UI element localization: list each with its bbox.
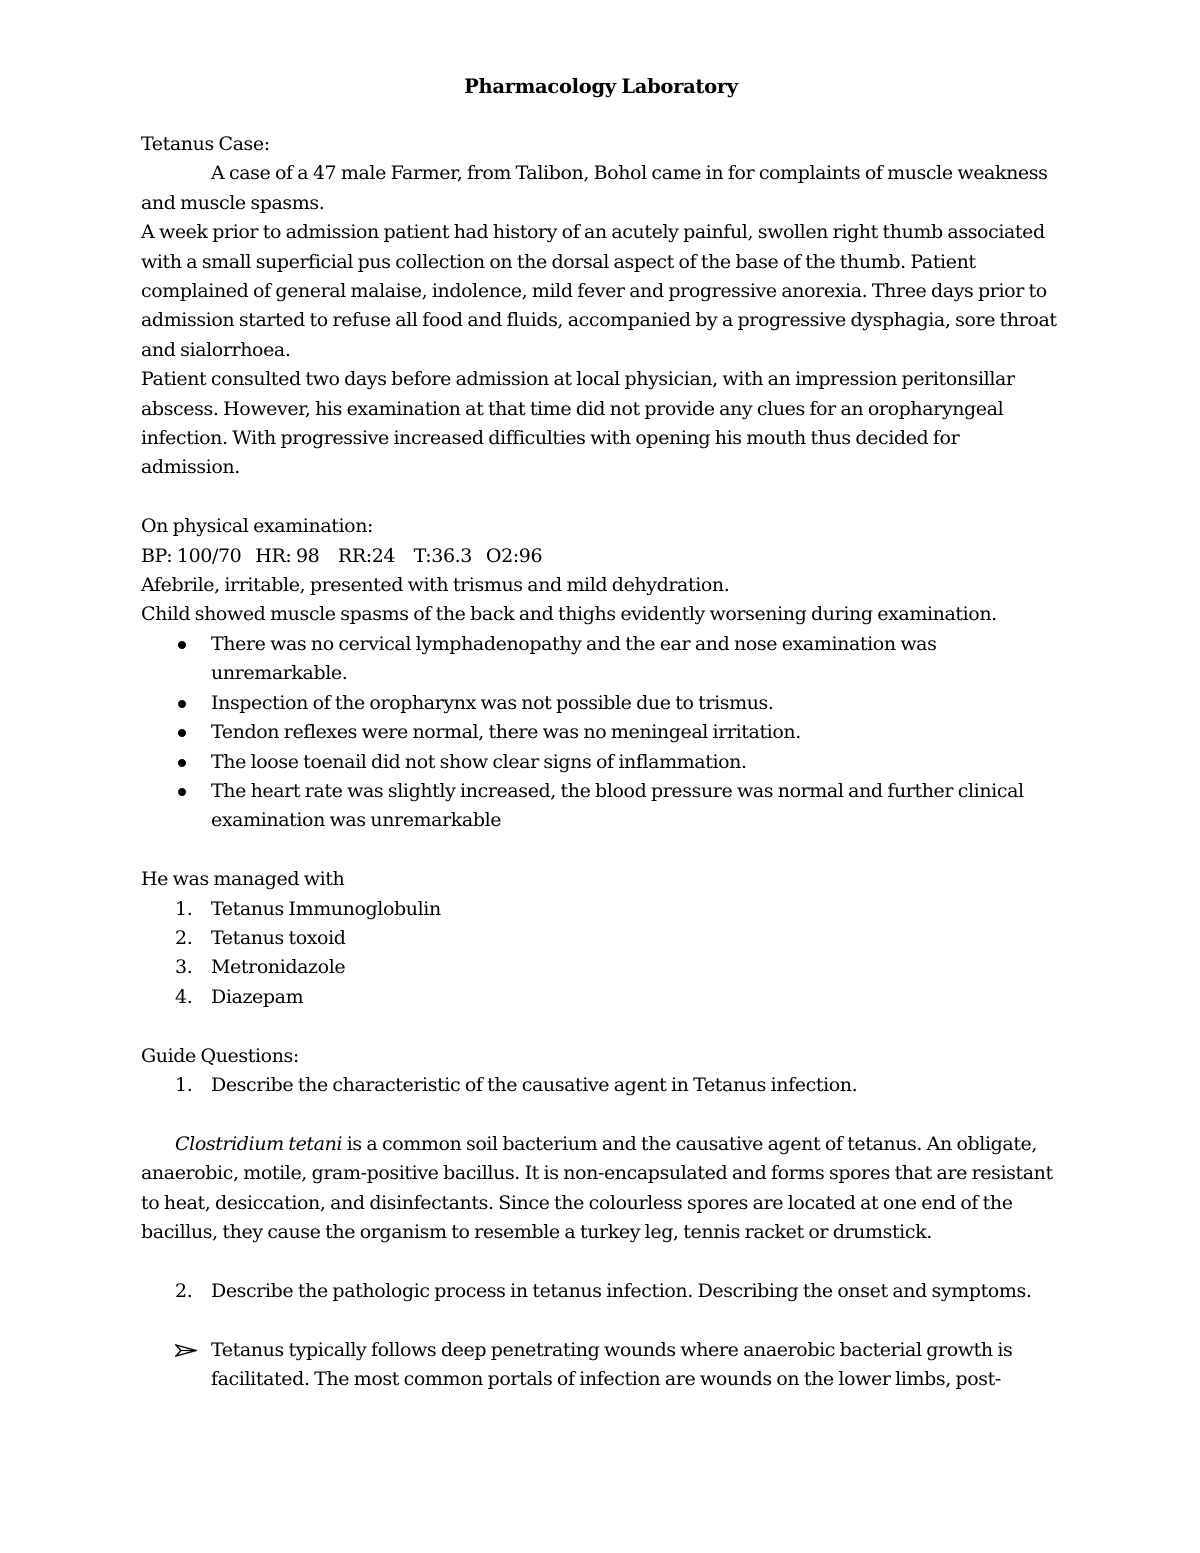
pe-bullet-text: The heart rate was slightly increased, the blood pressure was normal and further clinical examination was unremarkable bbox=[211, 779, 1024, 832]
pe-bullet-item bbox=[141, 777, 1061, 836]
pe-bullet-item bbox=[141, 718, 1061, 747]
answer-text: is a common soil bacterium and the causative agent of tetanus. An obligate, anaerobic, motile, gram-positive bacillus. It is non-encapsulated and forms spores that are resistant to heat, desiccation, and disinfectants. Since the colourless spores are located at one end of the bacillus, they cause the organism to resemble a turkey leg, tennis racket or drumstick. bbox=[141, 1132, 1053, 1243]
document-body bbox=[141, 72, 1061, 1394]
page-title: Pharmacology Laboratory bbox=[464, 75, 738, 98]
list-number: 3. bbox=[175, 956, 193, 979]
management-item bbox=[141, 953, 1061, 982]
pe-bullet-text: The loose toenail did not show clear signs of inflammation. bbox=[211, 750, 747, 773]
pe-bullet-list bbox=[141, 630, 1061, 836]
list-number: 1. bbox=[175, 897, 193, 920]
pe-bullet-text: Inspection of the oropharynx was not possible due to trismus. bbox=[211, 691, 774, 714]
list-number: 2. bbox=[175, 926, 193, 949]
answer-bullet-text: Tetanus typically follows deep penetrating wounds where anaerobic bacterial growth is facilitated. The most common portals of infection are wounds on the lower limbs, post- bbox=[211, 1338, 1013, 1390]
bullet-dot-icon bbox=[178, 759, 186, 767]
question-item bbox=[141, 1277, 1061, 1306]
question-list bbox=[141, 1071, 1061, 1100]
management-item bbox=[141, 895, 1061, 924]
list-number: 2. bbox=[175, 1279, 193, 1302]
question-list bbox=[141, 1277, 1061, 1306]
arrowhead-bullet-icon bbox=[175, 1336, 199, 1365]
bullet-dot-icon bbox=[178, 700, 186, 708]
case-paragraph-history: A week prior to admission patient had history of an acutely painful, swollen right thumb associated with a small superficial pus collection on the dorsal aspect of the base of the thumb. Patient complained of general malaise, indolence, mild fever and progressive anorexia. Three days prior to admission started to refuse all food and fluids, accompanied by a progressive dysphagia, sore throat and sialorrhoea. bbox=[141, 221, 1057, 361]
answer-bullet-item bbox=[141, 1336, 1061, 1395]
management-item-text: Tetanus toxoid bbox=[211, 926, 346, 949]
spacer bbox=[141, 1100, 1061, 1129]
question-item bbox=[141, 1071, 1061, 1100]
management-item bbox=[141, 983, 1061, 1012]
spacer bbox=[141, 483, 1061, 512]
management-item-text: Diazepam bbox=[211, 985, 304, 1008]
pe-bullet-item bbox=[141, 630, 1061, 689]
pe-heading: On physical examination: bbox=[141, 515, 374, 538]
case-paragraph-intro: A case of a 47 male Farmer, from Talibon, Bohol came in for complaints of muscle weakness and muscle spasms. bbox=[141, 162, 1048, 214]
pe-bullet-item bbox=[141, 689, 1061, 718]
list-number: 1. bbox=[175, 1073, 193, 1096]
pe-bullet-item bbox=[141, 748, 1061, 777]
management-item bbox=[141, 924, 1061, 953]
question-text: Describe the characteristic of the causative agent in Tetanus infection. bbox=[211, 1073, 858, 1096]
pe-line: Child showed muscle spasms of the back and thighs evidently worsening during examination. bbox=[141, 603, 997, 626]
organism-name: Clostridium tetani bbox=[175, 1132, 343, 1155]
management-item-text: Tetanus Immunoglobulin bbox=[211, 897, 441, 920]
management-heading: He was managed with bbox=[141, 868, 345, 891]
management-list bbox=[141, 895, 1061, 1013]
management-item-text: Metronidazole bbox=[211, 956, 346, 979]
answer-paragraph bbox=[141, 1130, 1061, 1248]
vitals-line: BP: 100/70 HR: 98 RR:24 T:36.3 O2:96 bbox=[141, 544, 543, 567]
bullet-dot-icon bbox=[178, 788, 186, 796]
list-number: 4. bbox=[175, 985, 193, 1008]
spacer bbox=[141, 836, 1061, 865]
pe-bullet-text: Tendon reflexes were normal, there was no meningeal irritation. bbox=[211, 721, 801, 744]
guide-heading: Guide Questions: bbox=[141, 1044, 299, 1067]
question-text: Describe the pathologic process in tetanus infection. Describing the onset and symptoms. bbox=[211, 1279, 1032, 1302]
pe-bullet-text: There was no cervical lymphadenopathy and the ear and nose examination was unremarkable. bbox=[211, 632, 937, 685]
spacer bbox=[141, 1306, 1061, 1335]
bullet-dot-icon bbox=[178, 641, 186, 649]
spacer bbox=[141, 1247, 1061, 1276]
case-paragraph-consult: Patient consulted two days before admission at local physician, with an impression peritonsillar abscess. However, his examination at that time did not provide any clues for an oropharyngeal infection. With progressive increased difficulties with opening his mouth thus decided for admission. bbox=[141, 368, 1015, 479]
spacer bbox=[141, 1012, 1061, 1041]
case-heading: Tetanus Case: bbox=[141, 133, 270, 155]
bullet-dot-icon bbox=[178, 729, 186, 737]
pe-line: Afebrile, irritable, presented with trismus and mild dehydration. bbox=[141, 574, 730, 597]
